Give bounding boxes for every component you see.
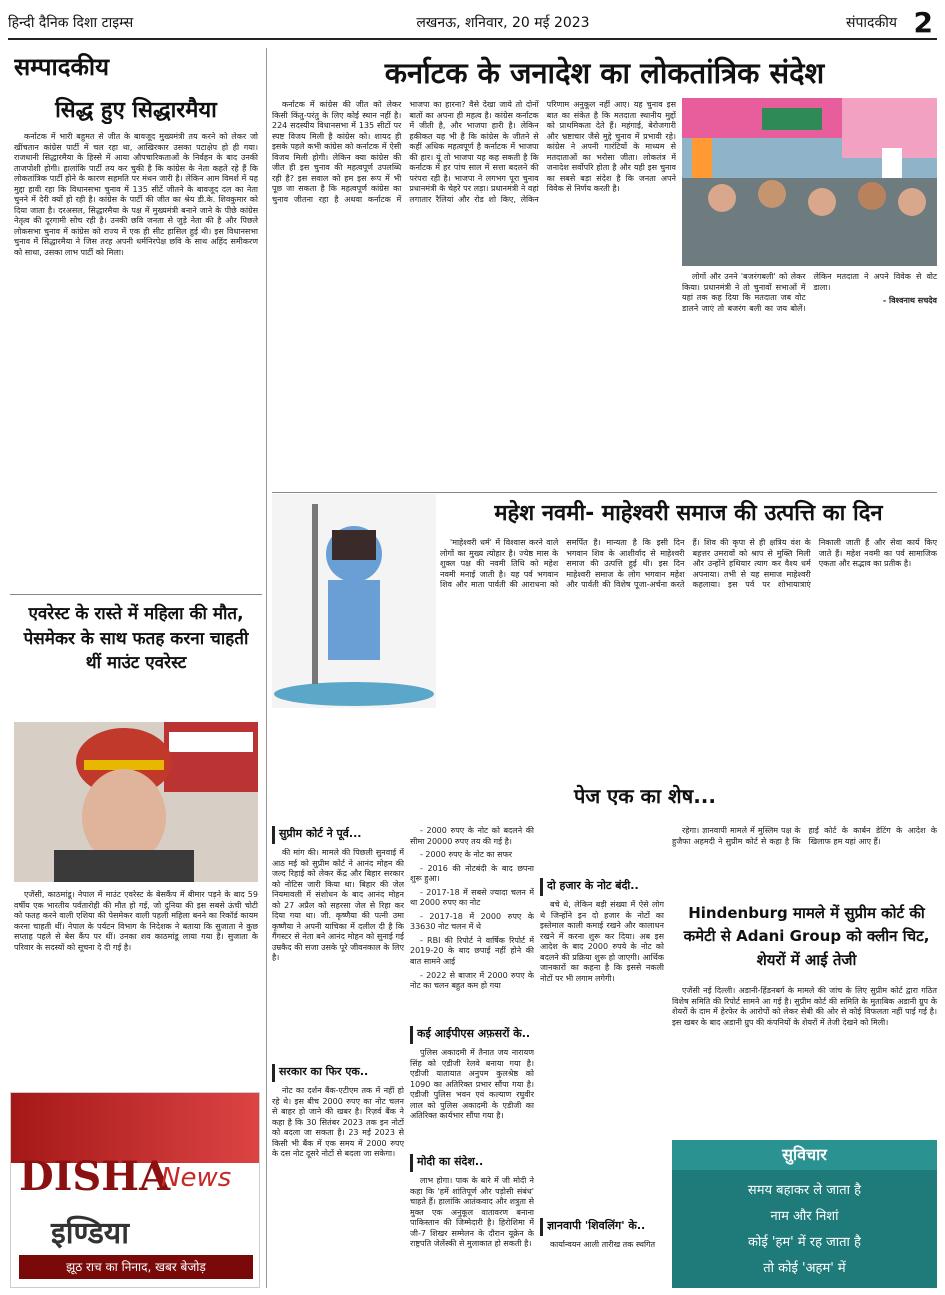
quote-line: समय बहाकर ले जाता है bbox=[747, 1183, 862, 1198]
hindenburg-headline bbox=[676, 902, 937, 982]
note-ban-continuation-title: दो हजार के नोट बंदी.. bbox=[540, 878, 664, 896]
quote-header: सुविचार bbox=[672, 1140, 937, 1170]
notes-item: - RBI की रिपोर्ट ने वार्षिक रिपोर्ट में 2019-20 के बाद छपाई नहीं होने की बात सामने आई bbox=[410, 935, 534, 967]
everest-headline: एवरेस्ट के रास्ते में महिला की मौत, पेसमेकर के साथ फतह करना चाहती थीं माउंट एवरेस्ट bbox=[23, 604, 249, 674]
notes-list bbox=[410, 826, 534, 1022]
shiva-illustration bbox=[272, 494, 436, 708]
hindenburg-headline-part: Adani Group bbox=[736, 927, 842, 946]
notes-item: - 2017-18 में सबसे ज्यादा चलन में था 2000 रुपए का नोट bbox=[410, 887, 534, 908]
sc-continuation-title: सुप्रीम कोर्ट ने पूर्व... bbox=[272, 826, 404, 844]
ips-continuation-title: कई आईपीएस अफ़सरों के.. bbox=[410, 1026, 534, 1044]
section-name: संपादकीय bbox=[846, 14, 897, 31]
lead-byline: - विश्वनाथ सचदेव bbox=[882, 296, 937, 306]
hindenburg-headline-part: Hindenburg bbox=[688, 904, 788, 922]
lead-tail-paragraph: लोगों और उनने 'बजरंगबली' को लेकर किया। प्रधानमंत्री ने तो चुनावों सभाओं में यहां तक कह दिया कि मतदाता जब वोट डालने जाएं तो बजरंग बली का जय बोलें। लेकिन मतदाता ने अपने विवेक से वोट डाला। bbox=[682, 272, 937, 313]
page-one-continued-label: पेज एक का शेष... bbox=[573, 784, 716, 808]
shiva-image bbox=[272, 494, 436, 708]
modi-continuation-title: मोदी का संदेश.. bbox=[410, 1154, 534, 1172]
column-rule bbox=[266, 48, 267, 1288]
everest-body bbox=[14, 890, 258, 1086]
gyanvapi-continuation-body bbox=[540, 1240, 664, 1284]
notes-item: - 2017-18 में 2000 रुपए के 33630 नोट चलन में थे bbox=[410, 911, 534, 932]
dateline: लखनऊ, शनिवार, 20 मई 2023 bbox=[416, 14, 590, 31]
divider bbox=[10, 594, 262, 595]
sc-continuation-body bbox=[272, 848, 404, 1058]
sarkar-continuation-title: सरकार का फिर एक.. bbox=[272, 1064, 404, 1082]
notes-item: - 2000 रुपए के नोट का सफर bbox=[420, 850, 513, 860]
quote-box bbox=[672, 1140, 937, 1288]
sarkar-continuation-body bbox=[272, 1086, 404, 1286]
ad-brand-sub: इण्डिया bbox=[51, 1216, 129, 1251]
notes-item: - 2000 रुपए के नोट को बदलने की सीमा 20000 रुपए तय की गई है। bbox=[410, 826, 534, 846]
lead-headline: कर्नाटक के जनादेश का लोकतांत्रिक संदेश bbox=[384, 56, 825, 90]
notes-item: - 2016 की नोटबंदी के बाद छपना शुरू हुआ। bbox=[410, 863, 534, 884]
quote-line: कोई 'हम' में रह जाता है bbox=[748, 1235, 861, 1250]
section-label: सम्पादकीय bbox=[14, 52, 110, 81]
note-ban-paragraph: बचे थे, लेकिन बड़ी संख्या में ऐसे लोग थे जिन्होंने इन दो हजार के नोटों का इस्तेमाल काली कमाई रखने और कालाधन रखने में करना शुरू कर दिया। अब इस आदेश के बाद 2000 रुपये के नोट को बदलने की प्रक्रिया शुरू हो जाएगी। आर्थिक जानकारों का कहना है कि इससे नकली नोटों पर भी लगाम लगेगी। bbox=[540, 900, 664, 983]
mahesh-paragraph: 'माहेश्वरी धर्म' में विश्वास करने वाले लोगों का मुख्य त्योहार है। ज्येष्ठ मास के शुक्ल पक्ष की नवमी तिथि को महेश नवमी मनाई जाती है। यह पर्व भगवान शिव और माता पार्वती की आराधना को समर्पित है। मान्यता है कि इसी दिन भगवान शिव के आशीर्वाद से माहेश्वरी समाज की उत्पत्ति हुई थी। इस दिन माहेश्वरी समाज के लोग भगवान महेश और पार्वती की विशेष पूजा-अर्चना करते हैं। शिव की कृपा से ही क्षत्रिय वंश के बहत्तर उमरावों को श्राप से मुक्ति मिली और उन्होंने हथियार त्याग कर वैश्य धर्म अपनाया। तभी से यह समाज माहेश्वरी कहलाया। इस पर्व पर शोभायात्राएं निकाली जाती हैं और सेवा कार्य किए जाते हैं। महेश नवमी का पर्व सामाजिक एकता और सद्भाव का प्रतीक है। bbox=[440, 538, 937, 590]
lead-tail-body bbox=[682, 272, 937, 486]
ad-tagline: झूठ राच का निनाद, खबर बेजोड़ bbox=[19, 1255, 253, 1279]
quote-line: नाम और निशां bbox=[770, 1209, 839, 1224]
notes-item: - 2022 से बाजार में 2000 रुपए के नोट का चलन बहुत कम हो गया bbox=[410, 970, 534, 991]
modi-continuation-body bbox=[410, 1176, 534, 1286]
ips-continuation-body bbox=[410, 1048, 534, 1148]
disha-news-ad[interactable] bbox=[10, 1092, 260, 1288]
ad-brand: DISHA bbox=[19, 1153, 171, 1200]
paper-name: हिन्दी दैनिक दिशा टाइम्स bbox=[8, 14, 134, 31]
climber-illustration bbox=[14, 722, 258, 882]
hindenburg-headline-part: को क्लीन चिट, शेयरों में आई तेजी bbox=[756, 927, 930, 969]
ad-brand-accent: News bbox=[161, 1163, 232, 1193]
everest-paragraph: एजेंसी, काठमांडू। नेपाल में माउंट एवरेस्ट के बेसकैंप में बीमार पड़ने के बाद 59 वर्षीय एक भारतीय पर्वतारोही की मौत हो गई, जो दुनिया की इस सबसे ऊंची चोटी को फतह करने वाली एशिया की पेसमेकर वाली पहली महिला बनने का रिकॉर्ड कायम करना चाहती थीं। नेपाल के पर्यटन विभाग के निदेशक ने बताया कि सुजाता ने कुछ सप्ताह पहले से बेस कैंप पर थीं। उनका शव काठमांडू लाया गया है। सुजाता के परिवार के सदस्यों को सूचना दे दी गई है। bbox=[14, 890, 258, 952]
note-ban-continuation-body bbox=[540, 900, 664, 1210]
editorial-body bbox=[14, 132, 258, 586]
page-number: 2 bbox=[913, 6, 933, 39]
modi-paragraph: लाभ होगा। पाक के बारे में जी मोदी ने कहा कि 'हमें शांतिपूर्ण और पड़ोसी संबंध' चाहते हैं। हालांकि आतंकवाद और शत्रुता से मुक्त एक अनुकूल वातावरण बनाना पाकिस्तान की जिम्मेदारी है। हिरोशिमा में जी-7 शिखर सम्मेलन के दौरान यूक्रेन के राष्ट्रपति जेलेंस्की से मुलाकात हो सकती है। bbox=[410, 1176, 534, 1249]
quote-body bbox=[672, 1178, 937, 1282]
editorial-title: सिद्ध हुए सिद्धारमैया bbox=[55, 98, 217, 123]
gyanvapi-tail-body bbox=[672, 826, 937, 896]
gyanvapi-tail-paragraph: रहेगा। ज्ञानवापी मामले में मुस्लिम पक्ष के हुजैफा अहमदी ने सुप्रीम कोर्ट से कहा है कि हाई कोर्ट के कार्बन डेटिंग के आदेश के खिलाफ हम यहां आए हैं। bbox=[672, 826, 937, 846]
sarkar-paragraph: नोट का दर्शन बैंक-एटीएम तक में नहीं हो रहे थे। इस बीच 2000 रुपए का नोट चलन से बाहर हो जाने की खबर है। रिज़र्व बैंक ने कहा है कि 30 सितंबर 2023 तक इन नोटों को बदला जा सकता है। 23 मई 2023 से किसी भी बैंक में एक समय में 2000 रुपए के दस नोट दूसरे नोटों से बदला जा सकेगा। bbox=[272, 1086, 404, 1159]
sc-paragraph: की मांग की। मामले की पिछली सुनवाई में आठ मई को सुप्रीम कोर्ट ने आनंद मोहन की जल्द रिहाई को लेकर केंद्र और बिहार सरकार को नोटिस जारी किया था। बिहार की जेल नियमावली में संशोधन के बाद आनंद मोहन को 27 अप्रैल को सहरसा जेल से रिहा कर दिया गया था। जी. कृष्णैया की पत्नी उमा कृष्णैया ने अपनी याचिका में दलील दी है कि गैंगस्टर से नेता बने आनंद मोहन को सुनाई गई उम्रकैद की सजा उसके पूरे जीवनकाल के लिए है। bbox=[272, 848, 404, 963]
lead-paragraph: कर्नाटक में कांग्रेस की जीत को लेकर किसी किंतु-परंतु के लिए कोई स्थान नहीं है। 224 सदस्यीय विधानसभा में 135 सीटों पर स्पष्ट विजय मिली है कांग्रेस को। शायद ही इसके पहले कभी कांग्रेस को कर्नाटक में ऐसी विजय मिली होगी। लेकिन क्या कांग्रेस की जीत ही इस चुनाव की महत्वपूर्ण उपलब्धि रही है? इस सवाल को हम इस रूप में भी पूछ जा सकता है कि महत्वपूर्ण कांग्रेस का चुनाव जीतना रहा है अथवा कर्नाटक में भाजपा का हारना? वैसे देखा जाये तो दोनों बातों का अपना ही महत्व है। कांग्रेस कर्नाटक में जीती है, और भाजपा हारी है। लेकिन हकीकत यह भी है कि कांग्रेस के जीतने से कहीं अधिक महत्वपूर्ण है कर्नाटक में भाजपा की हार। यूं तो भाजपा यह कह सकती है कि कर्नाटक में हर पांच साल में सत्ता बदलने की परंपरा रही है। भाजपा ने लगभग पूरा चुनाव प्रधानमंत्री के चेहरे पर लड़ा। प्रधानमंत्री ने वहां लगातार रैलियां और रोड शो किए, लेकिन परिणाम अनुकूल नहीं आए। यह चुनाव इस बात का संकेत है कि मतदाता स्थानीय मुद्दों को प्राथमिकता देते हैं। महंगाई, बेरोजगारी और भ्रष्टाचार जैसे मुद्दे चुनाव में प्रभावी रहे। कांग्रेस ने अपनी गारंटियों के माध्यम से मतदाताओं का भरोसा जीता। लोकतंत्र में जनादेश सर्वोपरि होता है और यही इस चुनाव का सबसे बड़ा संदेश है कि जनता अपने विवेक से निर्णय करती है। bbox=[272, 100, 676, 204]
rally-photo bbox=[682, 98, 937, 266]
hindenburg-paragraph: एजेंसी नई दिल्ली। अडानी-हिंडनबर्ग के मामले की जांच के लिए सुप्रीम कोर्ट द्वारा गठित विशेष समिति की रिपोर्ट सामने आ गई है। सुप्रीम कोर्ट की समिति के मुताबिक अडानी ग्रुप के शेयरों के दाम में हेरफेर के आरोपों को लेकर सेबी की ओर से कोई विफलता नहीं पाई गई है। इस खबर के बाद अडानी ग्रुप की कंपनियों के शेयरों में तेजी देखने को मिली। bbox=[672, 986, 937, 1027]
climber-photo bbox=[14, 722, 258, 882]
gyanvapi-continuation-title: ज्ञानवापी 'शिवलिंग' के.. bbox=[540, 1218, 664, 1236]
ips-paragraph: पुलिस अकादमी में तैनात जय नारायण सिंह को एडीजी रेलवे बनाया गया है। एडीजी यातायात अनुपम कुलश्रेष्ठ को 1090 का अतिरिक्त प्रभार सौंपा गया है। एडीजी पुलिस भवन एवं कल्याण रघुवीर लाल को पुलिस अकादमी के एडीजी का अतिरिक्त कार्यभार सौंपा गया है। bbox=[410, 1048, 534, 1121]
gyanvapi-paragraph: कार्यान्वयन आली तारीख तक स्थगित bbox=[550, 1240, 656, 1249]
editorial-paragraph: कर्नाटक में भारी बहुमत से जीत के बावजूद मुख्यमंत्री तय करने को लेकर जो खींचतान कांग्रेस पार्टी में चल रहा था, आखिरकार उसका पटाक्षेप हो ही गया। राजधानी सिद्धारमैया के हिस्से में आया औपचारिकताओं के निर्वहन के बाद उनकी ताजपोशी होगी। हालांकि पार्टी तय कर चुकी है कि कांग्रेस के नेता कहते रहे हैं कि लोकतांत्रिक पार्टी होने के कारण सहमति पर मंथन जारी है। लेकिन आम विमर्श में यह मुद्दा हावी रहा कि विधानसभा चुनाव में 135 सीटें जीतने के बावजूद दल का नेता चुनने में देरी क्यों हो रही है। कांग्रेस के पार्टी की जीत का श्रेय डी.के. शिवकुमार को दिया जाता है। दरअसल, सिद्धारमैया के पक्ष में मुख्यमंत्री बनाने जाने के पीछे कांग्रेस नेतृत्व की दूरगामी सोच रही है। उनकी छवि जनता से जुड़े नेता की है और पिछले लोकसभा चुनाव में कांग्रेस को राज्य में एक ही सीट हासिल हुई थी। इस विधानसभा चुनाव में सिद्धारमैया ने जिस तरह अपनी धर्मनिरपेक्ष छवि के साथ अहिंद समीकरण को साधा, उसका लाभ पार्टी को मिला। bbox=[14, 132, 258, 258]
rally-illustration bbox=[682, 98, 937, 266]
quote-line: तो कोई 'अहम' में bbox=[763, 1261, 846, 1276]
mahesh-headline: महेश नवमी- माहेश्वरी समाज की उत्पत्ति का दिन bbox=[494, 501, 883, 526]
lead-body bbox=[272, 100, 676, 488]
hindenburg-headline-part: मामले में सुप्रीम कोर्ट की कमेटी से bbox=[683, 904, 925, 946]
hindenburg-body bbox=[672, 986, 937, 1136]
divider bbox=[272, 492, 937, 493]
masthead bbox=[8, 6, 937, 40]
mahesh-body bbox=[440, 538, 937, 710]
